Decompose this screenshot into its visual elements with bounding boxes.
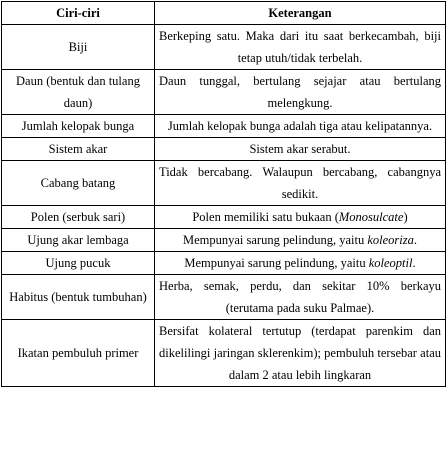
monocot-traits-table bbox=[1, 1, 446, 387]
table-row bbox=[2, 275, 446, 320]
header-keterangan: Keterangan bbox=[155, 2, 446, 25]
table-row bbox=[2, 70, 446, 115]
trait-cell: Ujung pucuk bbox=[2, 252, 155, 275]
trait-cell: Daun (bentuk dan tulang daun) bbox=[2, 70, 155, 115]
trait-cell: Cabang batang bbox=[2, 161, 155, 206]
trait-cell: Habitus (bentuk tumbuhan) bbox=[2, 275, 155, 320]
description-cell: Mempunyai sarung pelindung, yaitu koleoriza. bbox=[155, 229, 446, 252]
italic-term: Monosulcate bbox=[338, 210, 404, 224]
description-cell: Polen memiliki satu bukaan (Monosulcate) bbox=[155, 206, 446, 229]
trait-cell: Polen (serbuk sari) bbox=[2, 206, 155, 229]
trait-cell: Ujung akar lembaga bbox=[2, 229, 155, 252]
description-cell: Bersifat kolateral tertutup (terdapat parenkim dan dikelilingi jaringan sklerenkim); pembuluh tersebar atau dalam 2 atau lebih lingkaran bbox=[155, 320, 446, 387]
description-cell: Tidak bercabang. Walaupun bercabang, cabangnya sedikit. bbox=[155, 161, 446, 206]
description-cell: Herba, semak, perdu, dan sekitar 10% berkayu (terutama pada suku Palmae). bbox=[155, 275, 446, 320]
description-cell: Mempunyai sarung pelindung, yaitu koleoptil. bbox=[155, 252, 446, 275]
table-row bbox=[2, 25, 446, 70]
table-row bbox=[2, 206, 446, 229]
trait-cell: Biji bbox=[2, 25, 155, 70]
table-row bbox=[2, 229, 446, 252]
table-row bbox=[2, 138, 446, 161]
table-row bbox=[2, 252, 446, 275]
italic-term: koleoriza bbox=[367, 233, 414, 247]
trait-cell: Ikatan pembuluh primer bbox=[2, 320, 155, 387]
description-cell: Jumlah kelopak bunga adalah tiga atau kelipatannya. bbox=[155, 115, 446, 138]
trait-cell: Jumlah kelopak bunga bbox=[2, 115, 155, 138]
description-cell: Sistem akar serabut. bbox=[155, 138, 446, 161]
header-ciri-ciri: Ciri-ciri bbox=[2, 2, 155, 25]
table-header-row bbox=[2, 2, 446, 25]
italic-term: koleoptil bbox=[368, 256, 413, 270]
description-cell: Daun tunggal, bertulang sejajar atau bertulang melengkung. bbox=[155, 70, 446, 115]
trait-cell: Sistem akar bbox=[2, 138, 155, 161]
table-row bbox=[2, 115, 446, 138]
table-row bbox=[2, 161, 446, 206]
description-cell: Berkeping satu. Maka dari itu saat berkecambah, biji tetap utuh/tidak terbelah. bbox=[155, 25, 446, 70]
table-row bbox=[2, 320, 446, 387]
